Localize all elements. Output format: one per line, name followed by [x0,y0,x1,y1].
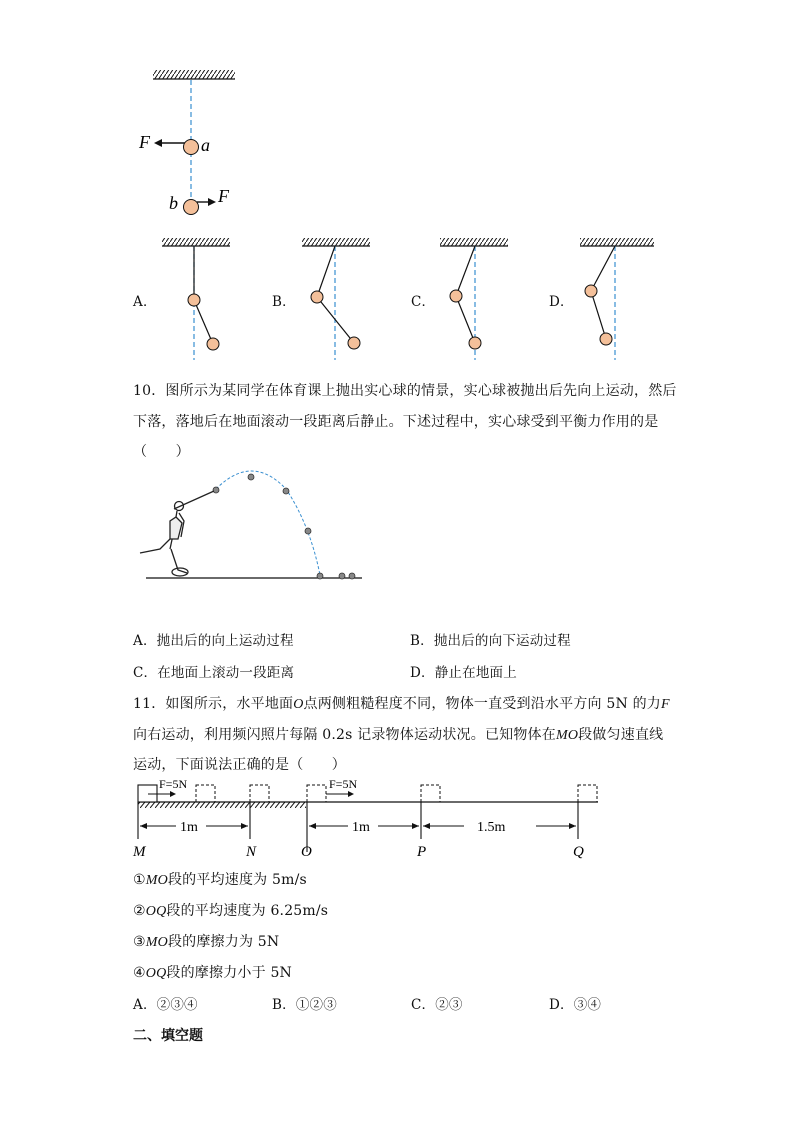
q11-text-line3: 运动，下面说法正确的是（ ） [133,757,346,773]
q10-text-line2: 下落，落地后在地面滚动一段距离后静止。下述过程中，实心球受到平衡力作用的是 [133,414,659,430]
thrower-figure [140,491,214,576]
q10-option-d[interactable]: D．静止在地面上 [410,665,517,681]
section-heading-fill-in: 二、填空题 [133,1028,203,1044]
dist-mn: 1m [180,820,198,835]
ball-b-label: b [169,193,178,213]
ball-a [184,140,199,155]
point-q: Q [573,844,584,860]
point-n: N [246,844,257,860]
flash-position-2 [196,785,215,802]
q11-option-a[interactable]: A．②③④ [133,997,198,1013]
flash-position-n [250,785,269,802]
force-label-left: F=5N [159,777,188,791]
option-c-figure [440,238,508,360]
trajectory [216,471,320,575]
q10-text-line1: 10．图所示为某同学在体育课上抛出实心球的情景，实心球被抛出后先向上运动，然后 [133,383,677,399]
q9-option-a-label[interactable]: A． [133,294,157,310]
flash-position-q [578,785,597,802]
option-b-figure [302,238,370,360]
flash-position-o [307,785,326,802]
q10-option-c[interactable]: C．在地面上滚动一段距离 [133,665,295,681]
q10-option-b[interactable]: B．抛出后的向下运动过程 [410,633,571,649]
q11-statement-2: ②OQ段的平均速度为 6.25m/s [133,903,329,919]
point-m: M [133,844,146,860]
q10-figure-thrower [130,465,370,590]
flash-position-p [421,785,440,802]
ball-a-label: a [201,135,210,155]
q11-text-line1: 11．如图所示，水平地面O点两侧粗糙程度不同，物体一直受到沿水平方向 5N 的力F [133,696,670,712]
q11-option-b[interactable]: B．①②③ [272,997,337,1013]
force-a-label: F [139,132,150,152]
q9-option-c-label[interactable]: C． [411,294,436,310]
option-a-figure [162,238,230,360]
q9-option-b-label[interactable]: B． [272,294,296,310]
force-b-label: F [218,186,229,206]
dist-op: 1m [352,820,370,835]
q9-main-figure [130,62,250,222]
ball-b [184,200,199,215]
rough-ground-hatch [138,802,306,808]
ceiling-hatch [153,70,235,79]
force-label-right: F=5N [329,777,358,791]
q11-text-line2: 向右运动，利用频闪照片每隔 0.2s 记录物体运动状况。已知物体在MO段做匀速直线 [133,727,664,743]
q9-option-figures [150,230,660,365]
q11-statement-4: ④OQ段的摩擦力小于 5N [133,965,292,981]
q11-option-d[interactable]: D．③④ [549,997,602,1013]
point-p: P [417,844,427,860]
point-o: O [301,844,312,860]
option-d-figure [580,238,654,360]
q10-text-line3: （ ） [133,444,190,460]
q11-option-c[interactable]: C．②③ [411,997,463,1013]
q10-option-a[interactable]: A．抛出后的向上运动过程 [133,633,294,649]
q11-figure [130,772,610,864]
q9-option-d-label[interactable]: D． [549,294,574,310]
q11-statement-1: ①MO段的平均速度为 5m/s [133,872,307,888]
q11-statement-3: ③MO段的摩擦力为 5N [133,934,280,950]
dist-pq: 1.5m [477,820,506,835]
